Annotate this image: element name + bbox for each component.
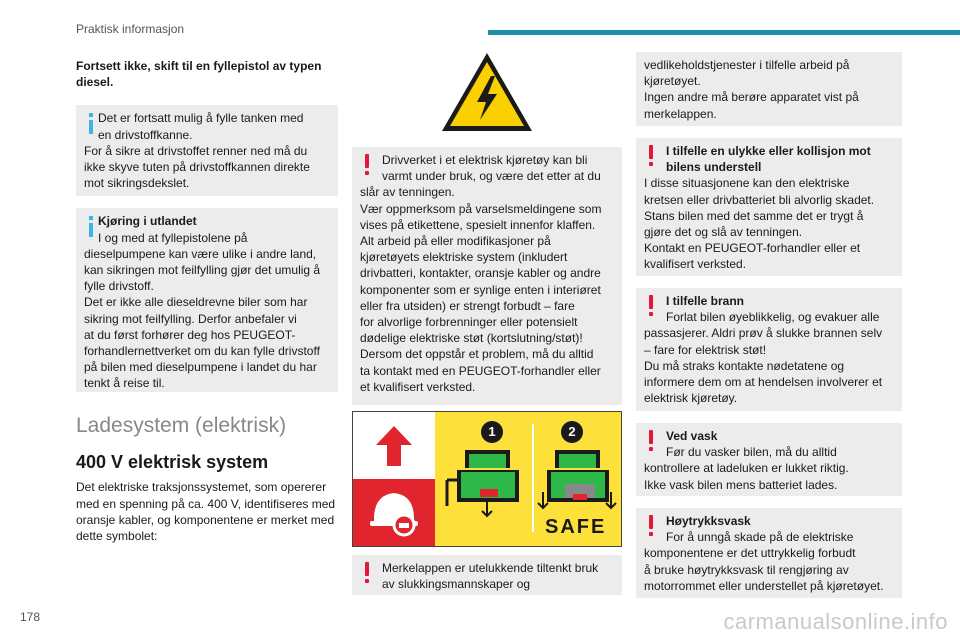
box-line: – fare for elektrisk støt! bbox=[644, 342, 767, 357]
box-title: I tilfelle en ulykke eller kollisjon mot bbox=[666, 144, 871, 158]
intro-line: diesel. bbox=[76, 75, 114, 90]
info-icon bbox=[89, 216, 93, 237]
label-left-panel bbox=[353, 412, 435, 546]
firefighter-helmet-icon bbox=[366, 485, 422, 541]
box-line: For å sikre at drivstoffet renner ned må du bbox=[84, 143, 308, 158]
body-text bbox=[76, 479, 338, 544]
warning-icon bbox=[647, 515, 655, 536]
box-line: vedlikeholdstjenester i tilfelle arbeid på bbox=[644, 58, 850, 72]
header-accent-bar bbox=[488, 30, 960, 35]
box-line: passasjerer. Aldri prøv å slukke brannen selv bbox=[644, 326, 883, 341]
box-line: Ikke vask bilen mens batteriet lades. bbox=[644, 477, 838, 492]
column-right bbox=[636, 52, 902, 598]
box-title: bilens understell bbox=[666, 160, 762, 175]
box-title: I tilfelle brann bbox=[666, 294, 745, 308]
box-line: av slukkingsmannskaper og bbox=[382, 577, 531, 592]
box-line: informere dem om at hendelsen involverer et bbox=[644, 375, 883, 390]
box-line: komponenter som er synlige enten i interiøret bbox=[360, 282, 601, 297]
body-line: Det elektriske traksjonssystemet, som opererer bbox=[76, 480, 327, 495]
box-line: eller fra utsiden) er strengt forbudt – fare bbox=[360, 298, 575, 313]
box-line: drivbatteri, kontakter, oransje kabler og andre bbox=[360, 266, 601, 281]
box-line: dieselpumpene kan være ulike i andre land, bbox=[84, 246, 317, 261]
box-title: Høytrykksvask bbox=[666, 514, 751, 528]
subsection-title: 400 V elektrisk system bbox=[76, 452, 269, 473]
box-line: varmt under bruk, og være det etter at du bbox=[382, 169, 601, 184]
info-box-driving-abroad bbox=[76, 208, 338, 392]
box-line: Du må straks kontakte nødetatene og bbox=[644, 358, 845, 373]
box-line: fylle drivstoff. bbox=[84, 279, 154, 294]
box-line: komponentene er det uttrykkelig forbudt bbox=[644, 546, 856, 561]
box-line: motorrommet eller understellet på kjøretøyet. bbox=[644, 578, 884, 593]
running-header: Praktisk informasjon bbox=[76, 22, 185, 36]
box-line: sikring mot feilfylling. Derfor anbefaler vi bbox=[84, 311, 297, 326]
warning-icon bbox=[647, 295, 655, 316]
warning-box-hot-drivetrain bbox=[352, 147, 622, 405]
box-line: forhandlernettverket om du kan fylle drivstoff bbox=[84, 344, 320, 359]
box-line: mot sikringsdekslet. bbox=[84, 176, 190, 191]
body-line: dette symbolet: bbox=[76, 529, 158, 544]
box-line: ikke skyve tuten på drivstoffkannen direkte bbox=[84, 160, 310, 175]
box-line: på bilen med dieselpumpene i landet du har bbox=[84, 360, 317, 375]
box-line: kjøretøyet. bbox=[644, 74, 701, 89]
box-line: Før du vasker bilen, må du alltid bbox=[666, 445, 837, 460]
box-line: vises på etikettene, spesielt innenfor klaffen. bbox=[360, 217, 596, 232]
body-line: oransje kabler, og komponentene er merket med bbox=[76, 512, 335, 527]
column-middle bbox=[352, 50, 622, 405]
warning-icon bbox=[647, 430, 655, 451]
box-line: Ingen andre må berøre apparatet vist på bbox=[644, 90, 859, 105]
box-line: I disse situasjonene kan den elektriske bbox=[644, 176, 850, 191]
column-middle-bottom bbox=[352, 555, 622, 595]
high-voltage-symbol bbox=[352, 50, 622, 136]
box-line: Merkelappen er utelukkende tiltenkt bruk bbox=[382, 561, 599, 575]
column-left bbox=[76, 58, 338, 544]
step-number: 2 bbox=[568, 424, 576, 439]
box-line: merkelappen. bbox=[644, 106, 717, 121]
box-line: et kvalifisert verksted. bbox=[360, 379, 476, 394]
box-line: kretsen eller drivbatteriet bli alvorlig skadet. bbox=[644, 192, 875, 207]
box-title: Ved vask bbox=[666, 429, 718, 443]
box-line: Dersom det oppstår et problem, må du alltid bbox=[360, 347, 594, 362]
box-line: elektrisk kjøretøy. bbox=[644, 391, 738, 406]
safe-label: SAFE bbox=[545, 516, 607, 538]
warning-icon bbox=[647, 145, 655, 166]
box-line: gjøre det og slå av tenningen. bbox=[644, 225, 803, 240]
box-line: kontrollere at ladeluken er lukket riktig. bbox=[644, 461, 849, 476]
box-line: en drivstoffkanne. bbox=[98, 127, 193, 142]
section-title: Ladesystem (elektrisk) bbox=[76, 414, 287, 438]
box-line: Drivverket i et elektrisk kjøretøy kan bli bbox=[382, 153, 588, 167]
intro-line: Fortsett ikke, skift til en fyllepistol av typen bbox=[76, 59, 322, 73]
box-line: Det er fortsatt mulig å fylle tanken med bbox=[98, 111, 304, 126]
warning-icon bbox=[363, 154, 371, 175]
box-line: Alt arbeid på eller modifikasjoner på bbox=[360, 234, 551, 249]
box-line: tenkt å reise til. bbox=[84, 376, 165, 391]
body-line: med en spenning på ca. 400 V, identifiseres med bbox=[76, 496, 336, 511]
box-line: kan sikringen mot feilfylling gjør det umulig å bbox=[84, 263, 321, 278]
box-line: dødelige elektriske støt (kortslutning/støt)! bbox=[360, 331, 583, 346]
warning-box-continued bbox=[636, 52, 902, 126]
box-line: Forlat bilen øyeblikkelig, og evakuer alle bbox=[666, 310, 880, 325]
watermark: carmanualsonline.info bbox=[723, 609, 948, 634]
box-line: Det er ikke alle dieseldrevne biler som har bbox=[84, 295, 308, 310]
intro-text bbox=[76, 58, 338, 90]
label-yellow-panel bbox=[435, 412, 621, 546]
box-line: I og med at fyllepistolene på bbox=[98, 230, 248, 245]
box-line: ta kontakt med en PEUGEOT-forhandler eller bbox=[360, 363, 601, 378]
warning-box-accident bbox=[636, 138, 902, 276]
box-line: kvalifisert verksted. bbox=[644, 257, 747, 272]
step-number: 1 bbox=[488, 424, 496, 439]
warning-box-washing bbox=[636, 423, 902, 496]
high-voltage-icon bbox=[439, 50, 535, 134]
warning-box-label-use bbox=[352, 555, 622, 595]
info-box-fuel-can bbox=[76, 105, 338, 196]
box-line: Vær oppmerksom på varselsmeldingene som bbox=[360, 201, 602, 216]
label-firefighter-panel bbox=[353, 479, 435, 546]
info-icon bbox=[89, 113, 93, 134]
label-arrow-panel bbox=[353, 412, 435, 479]
warning-box-fire bbox=[636, 288, 902, 411]
box-line: å bruke høytrykksvask til rengjøring av bbox=[644, 562, 849, 577]
box-line: kjøretøyets elektriske system (inkludert bbox=[360, 250, 568, 265]
box-line: for alvorlige forbrenninger eller potensielt bbox=[360, 315, 578, 330]
rescue-label-illustration bbox=[352, 411, 622, 547]
box-line: Kontakt en PEUGEOT-forhandler eller et bbox=[644, 241, 861, 256]
box-line: slår av tenningen. bbox=[360, 185, 455, 200]
page-number: 178 bbox=[20, 610, 41, 624]
box-line: For å unngå skade på de elektriske bbox=[666, 530, 854, 545]
warning-icon bbox=[363, 562, 371, 583]
box-title: Kjøring i utlandet bbox=[98, 214, 197, 229]
arrow-up-icon bbox=[369, 421, 419, 471]
warning-box-pressure-washing bbox=[636, 508, 902, 598]
box-line: Stans bilen med det samme det er trygt å bbox=[644, 208, 864, 223]
box-line: at du først forhører deg hos PEUGEOT- bbox=[84, 327, 296, 342]
